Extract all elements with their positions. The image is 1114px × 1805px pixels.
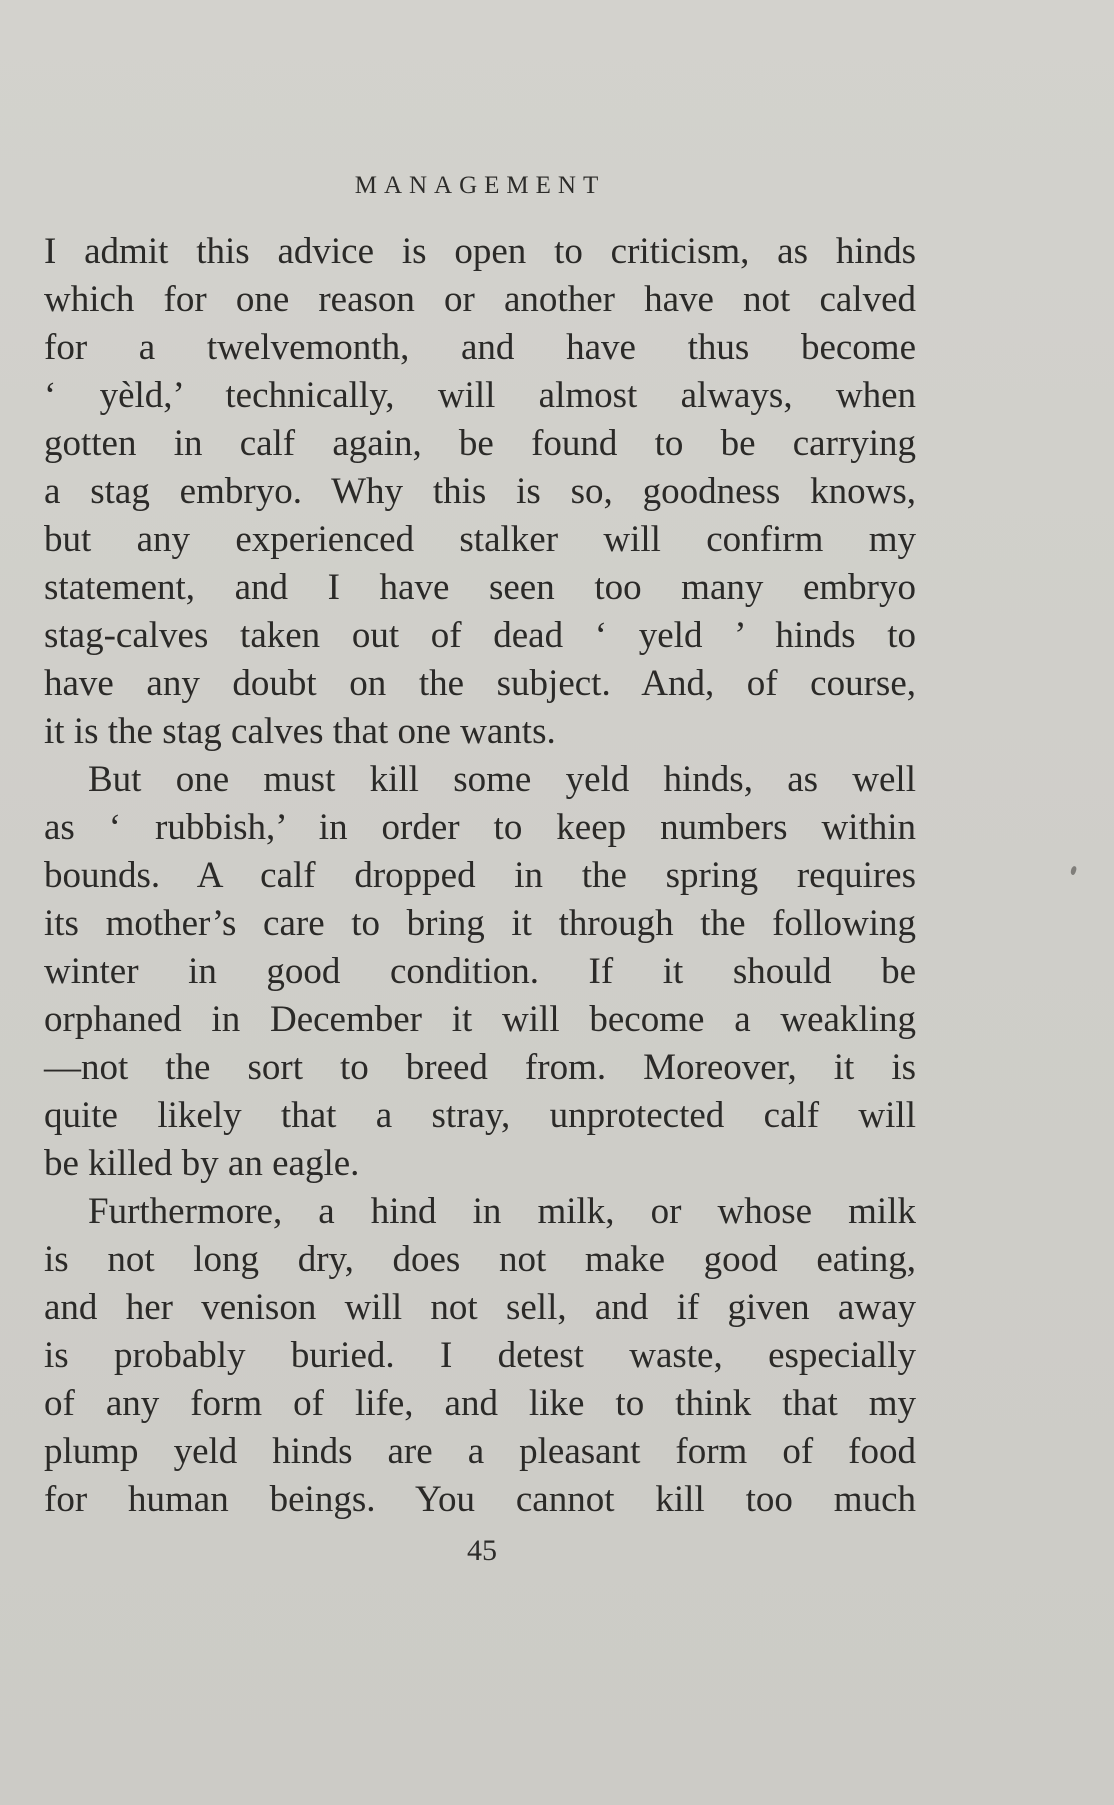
body-text	[44, 228, 916, 1524]
running-head: MANAGEMENT	[354, 172, 606, 199]
text-line: for a twelvemonth, and have thus become	[44, 327, 916, 368]
text-line: which for one reason or another have not calved	[44, 279, 916, 320]
text-line: have any doubt on the subject. And, of course,	[44, 663, 916, 704]
text-line: for human beings. You cannot kill too much	[44, 1479, 916, 1520]
text-line: but any experienced stalker will confirm my	[44, 519, 916, 560]
text-line: But one must kill some yeld hinds, as well	[88, 759, 916, 800]
text-line: stag-calves taken out of dead ‘ yeld ’ hinds to	[44, 615, 916, 656]
text-line: a stag embryo. Why this is so, goodness knows,	[44, 471, 916, 512]
text-line: be killed by an eagle.	[44, 1143, 360, 1184]
text-line: is probably buried. I detest waste, especially	[44, 1335, 916, 1376]
paper-speck	[1070, 865, 1078, 875]
text-line: is not long dry, does not make good eating,	[44, 1239, 916, 1280]
text-line: orphaned in December it will become a weakling	[44, 999, 916, 1040]
page-number: 45	[467, 1534, 497, 1567]
text-line: bounds. A calf dropped in the spring requires	[44, 855, 916, 896]
text-line: winter in good condition. If it should be	[44, 951, 916, 992]
text-line: ‘ yèld,’ technically, will almost always, when	[44, 375, 916, 416]
text-line: as ‘ rubbish,’ in order to keep numbers within	[44, 807, 916, 848]
text-line: plump yeld hinds are a pleasant form of food	[44, 1431, 916, 1472]
text-line: it is the stag calves that one wants.	[44, 711, 556, 752]
text-line: statement, and I have seen too many embryo	[44, 567, 916, 608]
text-line: gotten in calf again, be found to be carrying	[44, 423, 916, 464]
text-line: I admit this advice is open to criticism, as hinds	[44, 231, 916, 272]
text-line: of any form of life, and like to think that my	[44, 1383, 916, 1424]
text-line: its mother’s care to bring it through the following	[44, 903, 916, 944]
text-line: —not the sort to breed from. Moreover, it is	[44, 1047, 916, 1088]
text-line: quite likely that a stray, unprotected calf will	[44, 1095, 916, 1136]
text-line: Furthermore, a hind in milk, or whose milk	[88, 1191, 916, 1232]
text-line: and her venison will not sell, and if given away	[44, 1287, 916, 1328]
